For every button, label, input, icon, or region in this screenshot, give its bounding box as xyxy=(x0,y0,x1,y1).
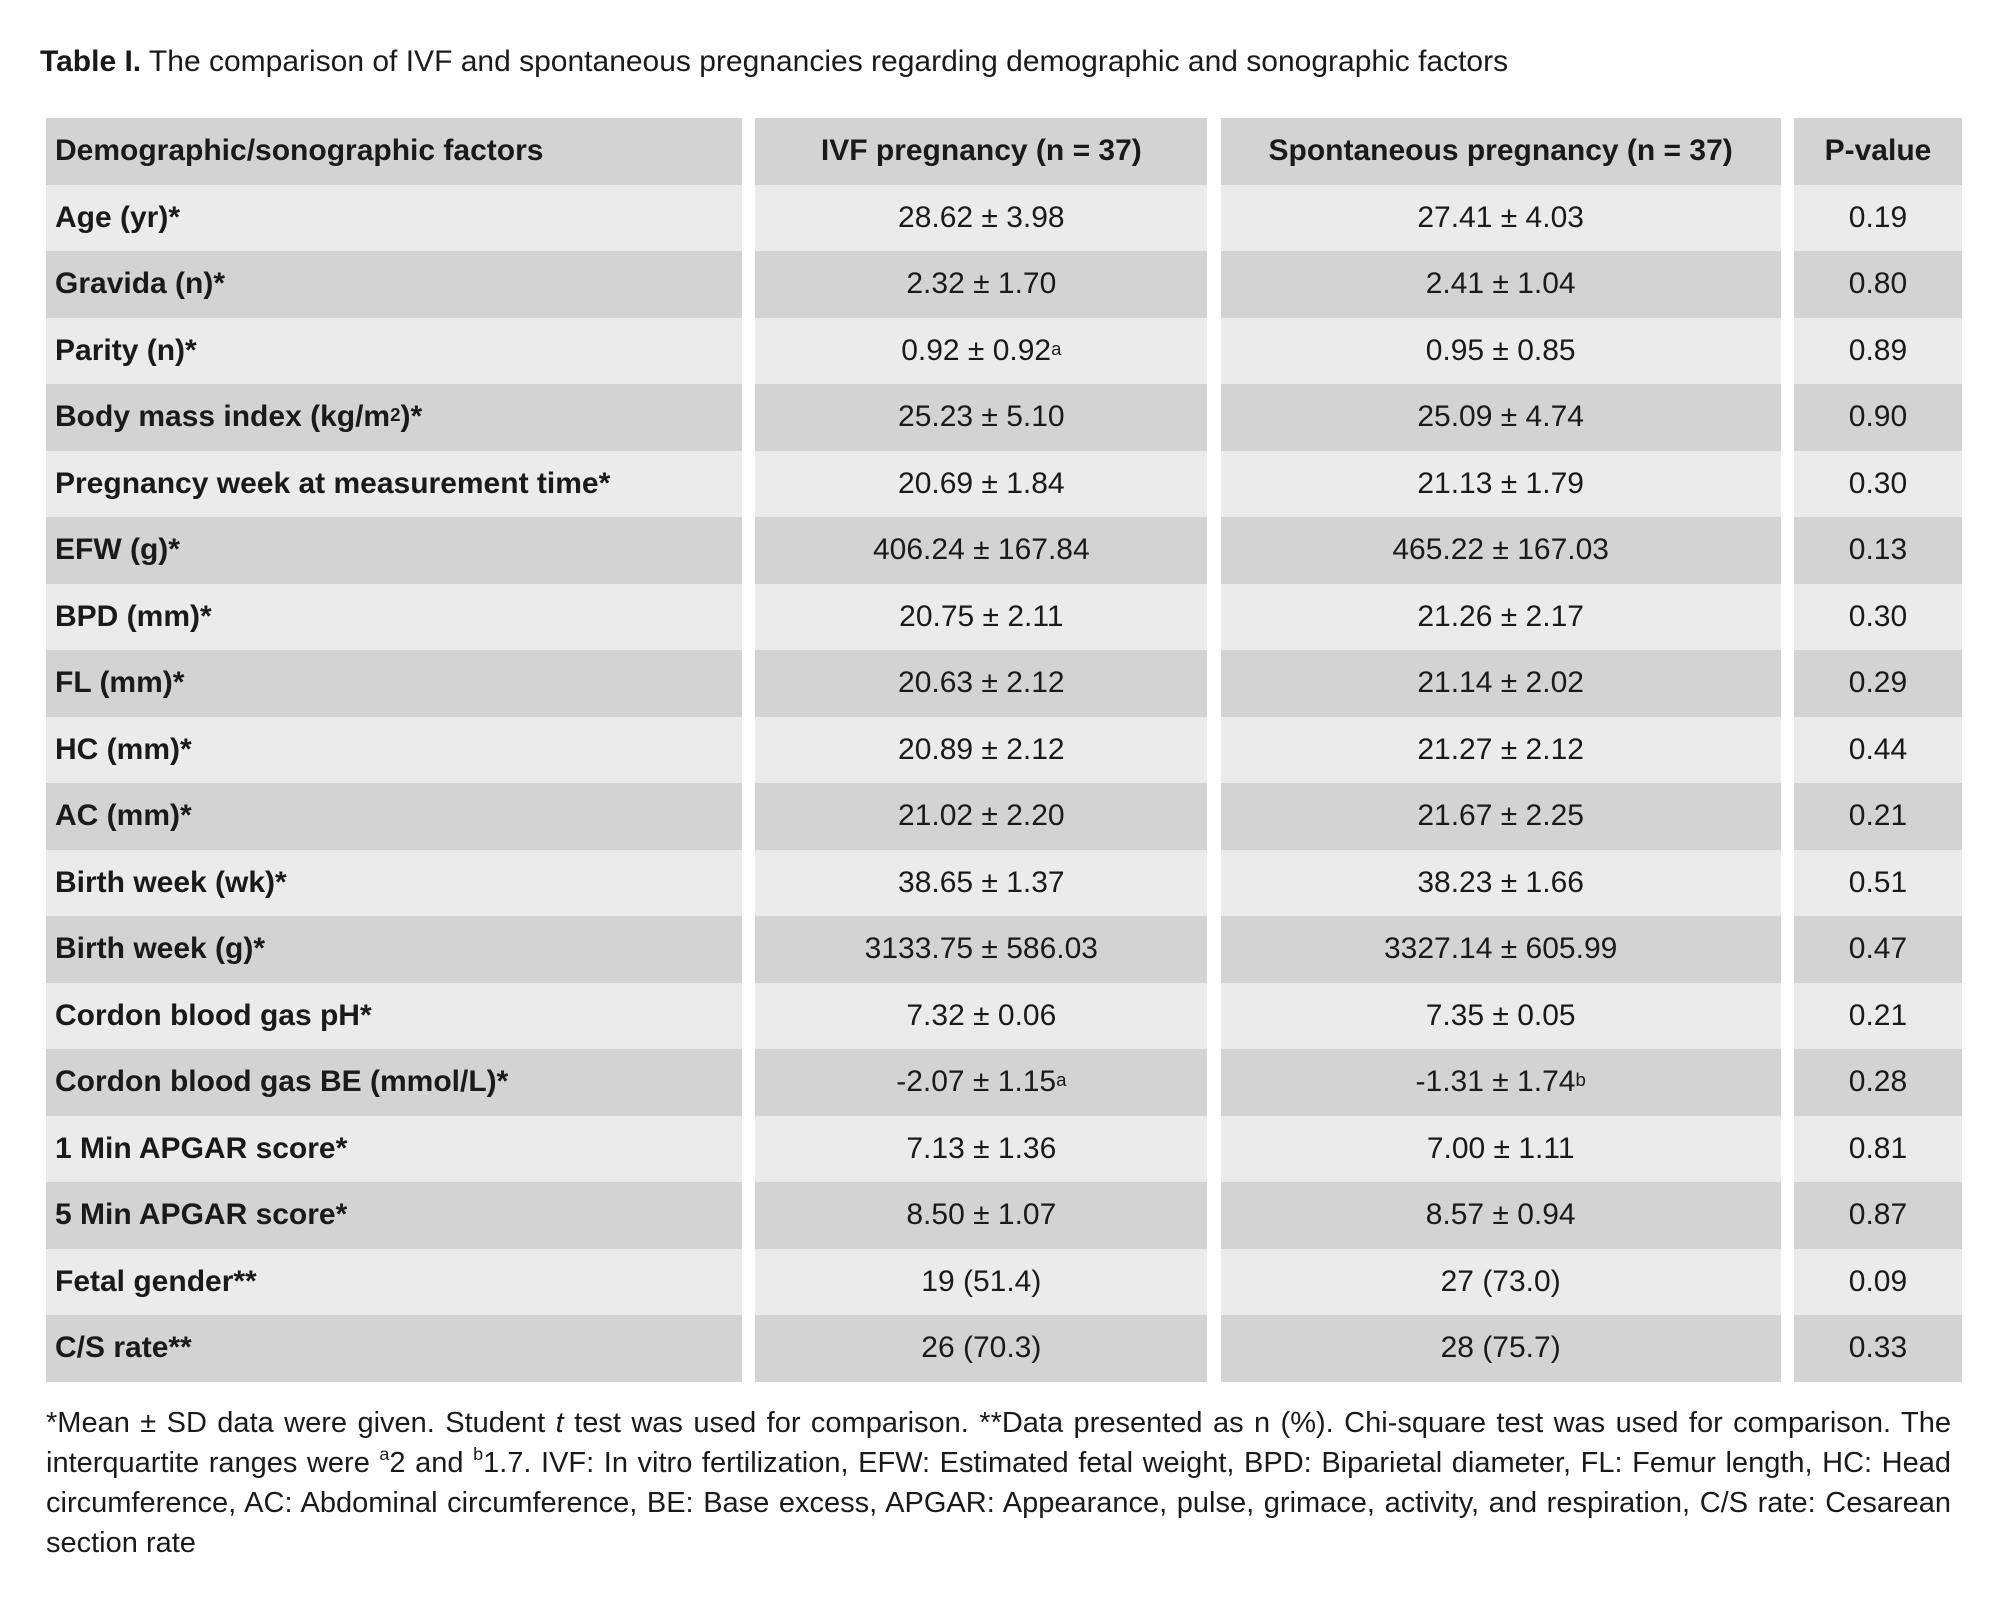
table-cell-ivf-text: 20.75 ± 2.11 xyxy=(899,599,1064,633)
table-cell-p-value-text: 0.44 xyxy=(1848,732,1908,766)
table-cell-ivf xyxy=(755,717,1207,784)
table-cell-ivf-text: 0.92 ± 0.92 xyxy=(901,333,1052,367)
table-cell-ivf xyxy=(755,251,1207,318)
column-factors xyxy=(46,118,742,1382)
table-cell-spontaneous xyxy=(1221,916,1781,983)
table-row-factor-text: Cordon blood gas pH* xyxy=(55,998,372,1032)
table-row-factor xyxy=(46,983,742,1050)
column-spontaneous xyxy=(1221,118,1781,1382)
table-cell-spontaneous-text: 8.57 ± 0.94 xyxy=(1425,1198,1576,1232)
table-cell-spontaneous xyxy=(1221,850,1781,917)
table-row-factor-text-tail: )* xyxy=(400,400,423,434)
table-cell-spontaneous-text: 21.27 ± 2.12 xyxy=(1417,732,1584,766)
footnote-sup-a: a xyxy=(379,1443,390,1464)
table-row-factor xyxy=(46,1182,742,1249)
table-cell-ivf xyxy=(755,517,1207,584)
table-row-factor: Body mass index (kg/m $^2$ )* xyxy=(46,384,742,451)
table-cell-ivf: 0.92 ± 0.92 $^a$ xyxy=(755,318,1207,385)
table-cell-ivf-text: 28.62 ± 3.98 xyxy=(898,200,1065,234)
table-cell-p-value xyxy=(1794,983,1962,1050)
footnote-t-italic: t xyxy=(555,1407,564,1439)
table-cell-p-value-text: 0.09 xyxy=(1848,1264,1908,1298)
table-cell-spontaneous xyxy=(1221,1116,1781,1183)
table-row-factor-text: Cordon blood gas BE (mmol/L)* xyxy=(55,1065,509,1099)
table-caption-label: Table I. xyxy=(40,45,142,78)
table-cell-spontaneous-text: 28 (75.7) xyxy=(1440,1331,1561,1365)
table-cell-p-value xyxy=(1794,850,1962,917)
footnote-part3: 2 and xyxy=(389,1447,474,1479)
table-cell-p-value-text: 0.30 xyxy=(1848,599,1908,633)
table-cell-ivf xyxy=(755,1249,1207,1316)
table-cell-spontaneous-text: 25.09 ± 4.74 xyxy=(1417,400,1584,434)
table-cell-ivf xyxy=(755,584,1207,651)
table-cell-p-value xyxy=(1794,916,1962,983)
table-cell-ivf xyxy=(755,850,1207,917)
table-cell-spontaneous xyxy=(1221,1249,1781,1316)
table-cell-spontaneous xyxy=(1221,384,1781,451)
table-cell-spontaneous-text: 21.26 ± 2.17 xyxy=(1417,599,1584,633)
column-p-value xyxy=(1794,118,1962,1382)
table-cell-spontaneous xyxy=(1221,783,1781,850)
table-row-factor-text: Gravida (n)* xyxy=(55,267,226,301)
table-cell-ivf: -2.07 ± 1.15 $^a$ xyxy=(755,1049,1207,1116)
table-row-factor-text: Parity (n)* xyxy=(55,333,197,367)
table-cell-spontaneous-text: 21.13 ± 1.79 xyxy=(1417,466,1584,500)
table-row-factor-text: Body mass index (kg/m xyxy=(55,400,391,434)
table-cell-p-value-text: 0.29 xyxy=(1848,666,1908,700)
table-cell-spontaneous-text: 3327.14 ± 605.99 xyxy=(1383,932,1618,966)
table-cell-ivf-text: 20.63 ± 2.12 xyxy=(898,666,1065,700)
table-cell-p-value xyxy=(1794,783,1962,850)
table-cell-p-value xyxy=(1794,1249,1962,1316)
table-cell-p-value xyxy=(1794,1315,1962,1382)
table-cell-spontaneous-text: 2.41 ± 1.04 xyxy=(1425,267,1576,301)
table-cell-p-value-text: 0.87 xyxy=(1848,1198,1908,1232)
table-row-factor xyxy=(46,783,742,850)
table-cell-spontaneous xyxy=(1221,251,1781,318)
footnote-part2: test was used for comparison. **Data presented as n (%). Chi-square test was used for comparison. The interquartite ranges were xyxy=(46,1407,1951,1479)
footnote-sup-b: b xyxy=(473,1443,484,1464)
table-cell-ivf xyxy=(755,451,1207,518)
table-row-factor xyxy=(46,850,742,917)
table-row-factor xyxy=(46,517,742,584)
table-cell-ivf xyxy=(755,185,1207,252)
table-row-factor xyxy=(46,584,742,651)
table-cell-ivf xyxy=(755,1116,1207,1183)
table-cell-p-value-text: 0.21 xyxy=(1848,799,1908,833)
table-cell-spontaneous xyxy=(1221,318,1781,385)
table-cell-ivf-text: 19 (51.4) xyxy=(921,1264,1042,1298)
table-cell-spontaneous xyxy=(1221,1182,1781,1249)
table-row-factor-text: Age (yr)* xyxy=(55,200,181,234)
table-row-factor xyxy=(46,916,742,983)
table-cell-p-value-text: 0.47 xyxy=(1848,932,1908,966)
table-cell-spontaneous xyxy=(1221,517,1781,584)
table-cell-ivf-text: 406.24 ± 167.84 xyxy=(873,533,1090,567)
table-footnote xyxy=(46,1403,1951,1563)
table-row-factor-text: Pregnancy week at measurement time* xyxy=(55,466,611,500)
table-cell-ivf-text: 7.32 ± 0.06 xyxy=(906,998,1057,1032)
table-cell-spontaneous xyxy=(1221,650,1781,717)
header-p-value: P-value xyxy=(1794,118,1962,185)
table-row-factor xyxy=(46,318,742,385)
table-cell-p-value-text: 0.51 xyxy=(1848,865,1908,899)
table-cell-ivf xyxy=(755,650,1207,717)
table-cell-p-value-text: 0.30 xyxy=(1848,466,1908,500)
table-cell-p-value-text: 0.80 xyxy=(1848,267,1908,301)
table-row-factor-text: C/S rate** xyxy=(55,1331,192,1365)
table-cell-spontaneous xyxy=(1221,451,1781,518)
table-row-factor-text: Fetal gender** xyxy=(55,1264,257,1298)
table-row-factor xyxy=(46,185,742,252)
table-cell-p-value xyxy=(1794,1116,1962,1183)
table-row-factor xyxy=(46,650,742,717)
table-cell-p-value xyxy=(1794,650,1962,717)
table-cell-ivf-text: -2.07 ± 1.15 xyxy=(896,1065,1057,1099)
table-cell-spontaneous-text: -1.31 ± 1.74 xyxy=(1415,1065,1576,1099)
table-cell-p-value xyxy=(1794,318,1962,385)
table-cell-p-value-text: 0.21 xyxy=(1848,998,1908,1032)
header-spontaneous: Spontaneous pregnancy (n = 37) xyxy=(1221,118,1781,185)
table-cell-spontaneous-text: 21.14 ± 2.02 xyxy=(1417,666,1584,700)
table-cell-spontaneous xyxy=(1221,717,1781,784)
table-cell-ivf-text: 38.65 ± 1.37 xyxy=(898,865,1065,899)
table-caption xyxy=(40,42,1508,82)
table-row-factor-text: BPD (mm)* xyxy=(55,599,212,633)
table-cell-p-value-text: 0.28 xyxy=(1848,1065,1908,1099)
table-cell-spontaneous-text: 7.35 ± 0.05 xyxy=(1425,998,1576,1032)
table-cell-p-value-text: 0.19 xyxy=(1848,200,1908,234)
footnote-part4: 1.7. IVF: In vitro fertilization, EFW: Estimated fetal weight, BPD: Biparietal diameter, FL: Femur length, HC: Head circumference, AC: Abdominal circumference, BE: Base excess, APGAR: Appearance, pulse, grimace, activity, and respiration, C/S rate: Cesarean section rate xyxy=(46,1447,1951,1559)
table-cell-ivf-text: 7.13 ± 1.36 xyxy=(906,1131,1057,1165)
table-cell-spontaneous-text: 21.67 ± 2.25 xyxy=(1417,799,1584,833)
table-row-factor-text: EFW (g)* xyxy=(55,533,180,567)
table-cell-ivf-text: 21.02 ± 2.20 xyxy=(898,799,1065,833)
table-cell-spontaneous-text: 0.95 ± 0.85 xyxy=(1425,333,1576,367)
table-cell-spontaneous: -1.31 ± 1.74 $^b$ xyxy=(1221,1049,1781,1116)
table-cell-ivf-text: 20.69 ± 1.84 xyxy=(898,466,1065,500)
table-row-factor xyxy=(46,251,742,318)
table-row-factor xyxy=(46,1049,742,1116)
table-cell-p-value xyxy=(1794,384,1962,451)
table-cell-p-value xyxy=(1794,451,1962,518)
table-row-factor-text: Birth week (wk)* xyxy=(55,865,287,899)
table-cell-spontaneous xyxy=(1221,584,1781,651)
table-cell-p-value-text: 0.33 xyxy=(1848,1331,1908,1365)
table-cell-p-value-text: 0.81 xyxy=(1848,1131,1908,1165)
table-row-factor xyxy=(46,451,742,518)
table-cell-ivf xyxy=(755,384,1207,451)
table-row-factor-text: AC (mm)* xyxy=(55,799,192,833)
table-cell-ivf xyxy=(755,916,1207,983)
comparison-table xyxy=(46,118,1962,1382)
table-cell-p-value xyxy=(1794,1182,1962,1249)
table-cell-spontaneous xyxy=(1221,983,1781,1050)
table-cell-spontaneous-text: 465.22 ± 167.03 xyxy=(1392,533,1609,567)
table-row-factor-text: 1 Min APGAR score* xyxy=(55,1131,348,1165)
table-cell-spontaneous-text: 7.00 ± 1.11 xyxy=(1426,1131,1575,1165)
table-cell-p-value-text: 0.13 xyxy=(1848,533,1908,567)
table-cell-ivf xyxy=(755,783,1207,850)
table-cell-spontaneous-text: 27.41 ± 4.03 xyxy=(1417,200,1584,234)
table-row-factor xyxy=(46,1249,742,1316)
table-caption-text: The comparison of IVF and spontaneous pregnancies regarding demographic and sonographic factors xyxy=(141,45,1509,78)
table-cell-spontaneous-text: 27 (73.0) xyxy=(1440,1264,1561,1298)
table-row-factor-text: Birth week (g)* xyxy=(55,932,266,966)
table-row-factor-text: HC (mm)* xyxy=(55,732,192,766)
table-cell-p-value-text: 0.90 xyxy=(1848,400,1908,434)
table-row-factor-text: 5 Min APGAR score* xyxy=(55,1198,348,1232)
table-row-factor xyxy=(46,1116,742,1183)
table-cell-p-value xyxy=(1794,185,1962,252)
table-cell-p-value xyxy=(1794,584,1962,651)
header-factors: Demographic/sonographic factors xyxy=(46,118,742,185)
table-cell-spontaneous-text: 38.23 ± 1.66 xyxy=(1417,865,1584,899)
table-row-factor-text: FL (mm)* xyxy=(55,666,185,700)
table-row-factor xyxy=(46,717,742,784)
table-cell-ivf-text: 3133.75 ± 586.03 xyxy=(864,932,1098,966)
table-cell-p-value xyxy=(1794,1049,1962,1116)
table-cell-ivf-text: 25.23 ± 5.10 xyxy=(898,400,1065,434)
column-ivf xyxy=(755,118,1207,1382)
header-ivf: IVF pregnancy (n = 37) xyxy=(755,118,1207,185)
table-cell-p-value xyxy=(1794,251,1962,318)
table-cell-ivf xyxy=(755,983,1207,1050)
table-cell-ivf xyxy=(755,1182,1207,1249)
table-cell-p-value-text: 0.89 xyxy=(1848,333,1908,367)
footnote-part1: *Mean ± SD data were given. Student xyxy=(46,1407,556,1439)
table-cell-ivf-text: 2.32 ± 1.70 xyxy=(906,267,1057,301)
table-row-factor xyxy=(46,1315,742,1382)
table-cell-spontaneous xyxy=(1221,185,1781,252)
table-cell-ivf-text: 20.89 ± 2.12 xyxy=(898,732,1065,766)
table-cell-p-value xyxy=(1794,717,1962,784)
table-cell-ivf-text: 8.50 ± 1.07 xyxy=(906,1198,1057,1232)
table-cell-ivf-text: 26 (70.3) xyxy=(921,1331,1042,1365)
table-cell-ivf xyxy=(755,1315,1207,1382)
table-cell-p-value xyxy=(1794,517,1962,584)
table-cell-spontaneous xyxy=(1221,1315,1781,1382)
